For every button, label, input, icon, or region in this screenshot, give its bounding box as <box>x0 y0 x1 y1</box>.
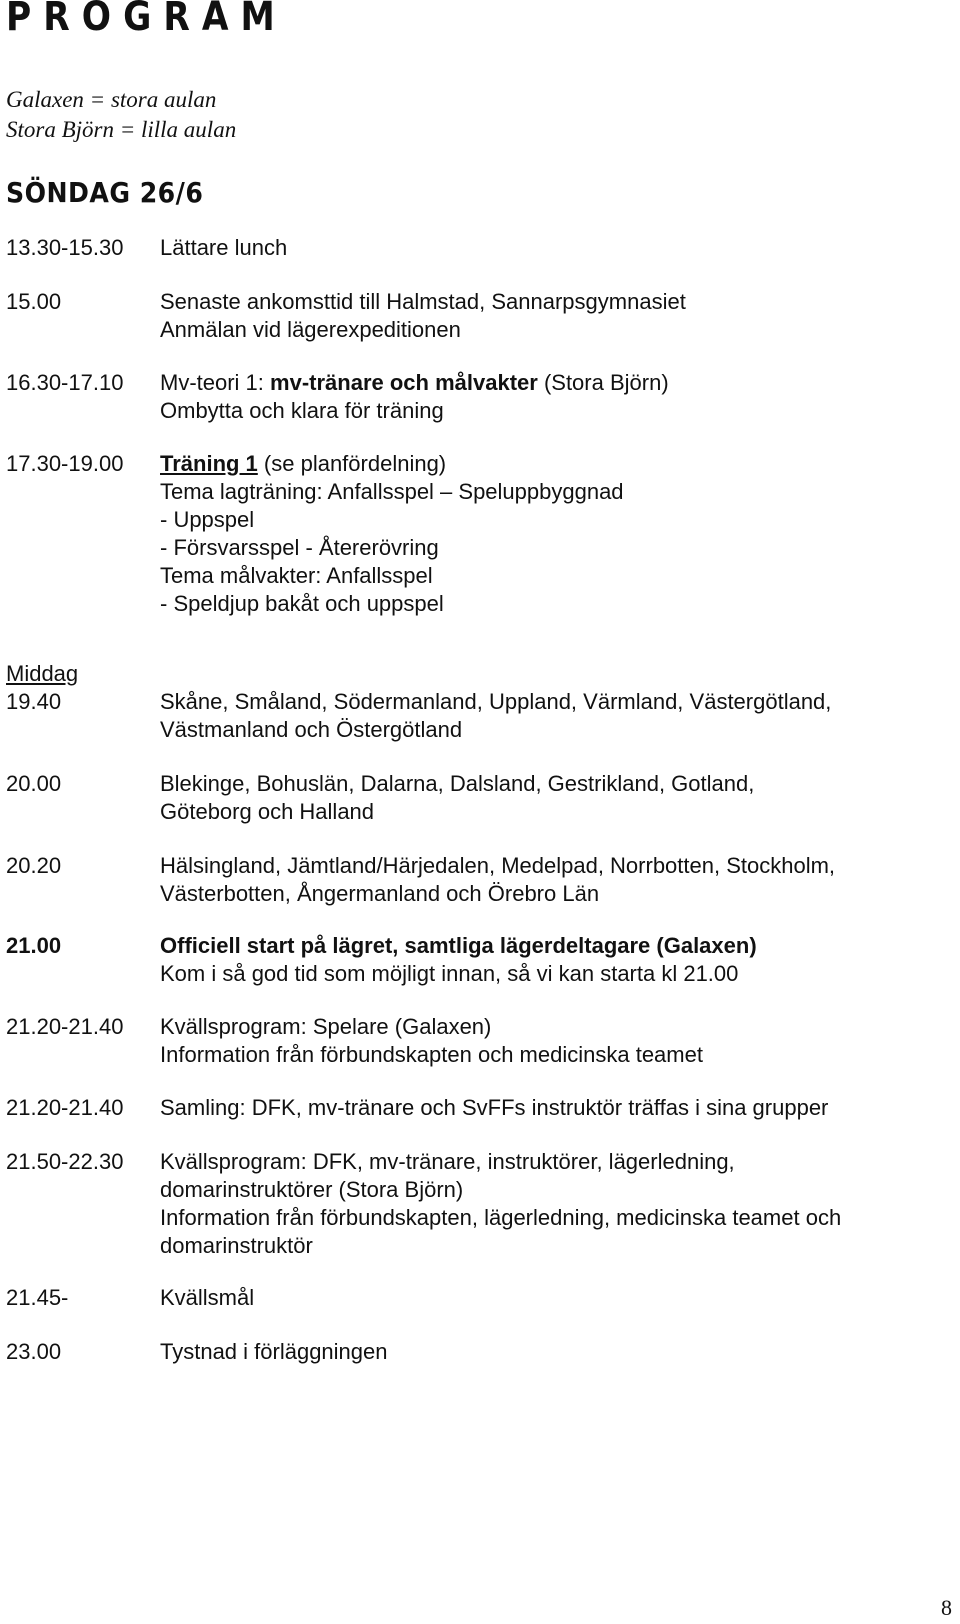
desc-line: Tema lagträning: Anfallsspel – Speluppbyggnad <box>160 479 624 504</box>
schedule-time: 17.30-19.00 <box>6 451 124 476</box>
desc-line: Anmälan vid lägerexpeditionen <box>160 317 461 342</box>
schedule-desc <box>160 932 936 988</box>
desc-line <box>160 450 936 478</box>
page-title: PROGRAM <box>6 0 287 40</box>
schedule-time: 20.20 <box>6 853 62 878</box>
desc-line: - Uppspel <box>160 507 255 532</box>
desc-line: Hälsingland, Jämtland/Härjedalen, Medelpad, Norrbotten, Stockholm, <box>160 853 836 878</box>
desc-line: Blekinge, Bohuslän, Dalarna, Dalsland, Gestrikland, Gotland, <box>160 771 755 796</box>
desc-line: Information från förbundskapten, lägerledning, medicinska teamet och <box>160 1205 842 1230</box>
schedule-desc <box>160 234 936 262</box>
schedule-desc <box>160 1284 936 1312</box>
schedule-desc <box>160 688 936 744</box>
desc-line: Kvällsprogram: DFK, mv-tränare, instruktörer, lägerledning, <box>160 1149 735 1174</box>
desc-bold-text: mv-tränare och målvakter <box>270 370 538 395</box>
desc-line: domarinstruktör <box>160 1233 313 1258</box>
desc-line: Lättare lunch <box>160 235 288 260</box>
venue-legend <box>6 85 236 145</box>
desc-line: domarinstruktörer (Stora Björn) <box>160 1177 464 1202</box>
schedule-time: 23.00 <box>6 1339 62 1364</box>
schedule-desc <box>160 369 936 425</box>
schedule-desc <box>160 1148 936 1260</box>
desc-line: Kvällsmål <box>160 1285 255 1310</box>
desc-line: - Försvarsspel - Återerövring <box>160 535 439 560</box>
schedule-desc <box>160 1013 936 1069</box>
schedule-desc <box>160 1094 936 1122</box>
schedule-desc <box>160 288 936 344</box>
schedule-time: 21.20-21.40 <box>6 1014 124 1039</box>
desc-line: Kom i så god tid som möjligt innan, så vi kan starta kl 21.00 <box>160 961 739 986</box>
schedule-time: 15.00 <box>6 289 62 314</box>
schedule-desc <box>160 1338 936 1366</box>
desc-line <box>160 369 936 397</box>
schedule-desc <box>160 770 936 826</box>
desc-line: Tema målvakter: Anfallsspel <box>160 563 433 588</box>
desc-line: Tystnad i förläggningen <box>160 1339 388 1364</box>
section-label-middag: Middag <box>6 661 79 686</box>
desc-line: Samling: DFK, mv-tränare och SvFFs instruktör träffas i sina grupper <box>160 1095 829 1120</box>
desc-line: Västmanland och Östergötland <box>160 717 463 742</box>
day-heading: SÖNDAG 26/6 <box>6 176 204 209</box>
legend-line: Galaxen = stora aulan <box>6 87 217 112</box>
schedule-time: 21.50-22.30 <box>6 1149 124 1174</box>
schedule-desc <box>160 852 936 908</box>
schedule-time: 19.40 <box>6 689 62 714</box>
desc-line: Information från förbundskapten och medicinska teamet <box>160 1042 703 1067</box>
desc-line: Skåne, Småland, Södermanland, Uppland, Värmland, Västergötland, <box>160 689 832 714</box>
schedule-time: 21.20-21.40 <box>6 1095 124 1120</box>
schedule-time: 13.30-15.30 <box>6 235 124 260</box>
desc-line: Kvällsprogram: Spelare (Galaxen) <box>160 1014 492 1039</box>
desc-text: (se planfördelning) <box>257 451 447 476</box>
desc-line: Göteborg och Halland <box>160 799 375 824</box>
desc-line: - Speldjup bakåt och uppspel <box>160 591 444 616</box>
desc-line: Senaste ankomsttid till Halmstad, Sannarpsgymnasiet <box>160 289 686 314</box>
page-number: 8 <box>941 1595 952 1620</box>
desc-line: Officiell start på lägret, samtliga lägerdeltagare (Galaxen) <box>160 933 757 958</box>
legend-line: Stora Björn = lilla aulan <box>6 117 237 142</box>
training-link-text: Träning 1 <box>160 451 258 476</box>
schedule-time: 20.00 <box>6 771 62 796</box>
schedule-time: 21.00 <box>6 933 62 958</box>
desc-line: Västerbotten, Ångermanland och Örebro Län <box>160 881 600 906</box>
schedule-time: 16.30-17.10 <box>6 370 124 395</box>
schedule-time: 21.45- <box>6 1285 69 1310</box>
schedule-desc <box>160 450 936 618</box>
desc-line: Ombytta och klara för träning <box>160 398 444 423</box>
desc-text: Mv-teori 1: <box>160 370 271 395</box>
desc-text: (Stora Björn) <box>537 370 669 395</box>
